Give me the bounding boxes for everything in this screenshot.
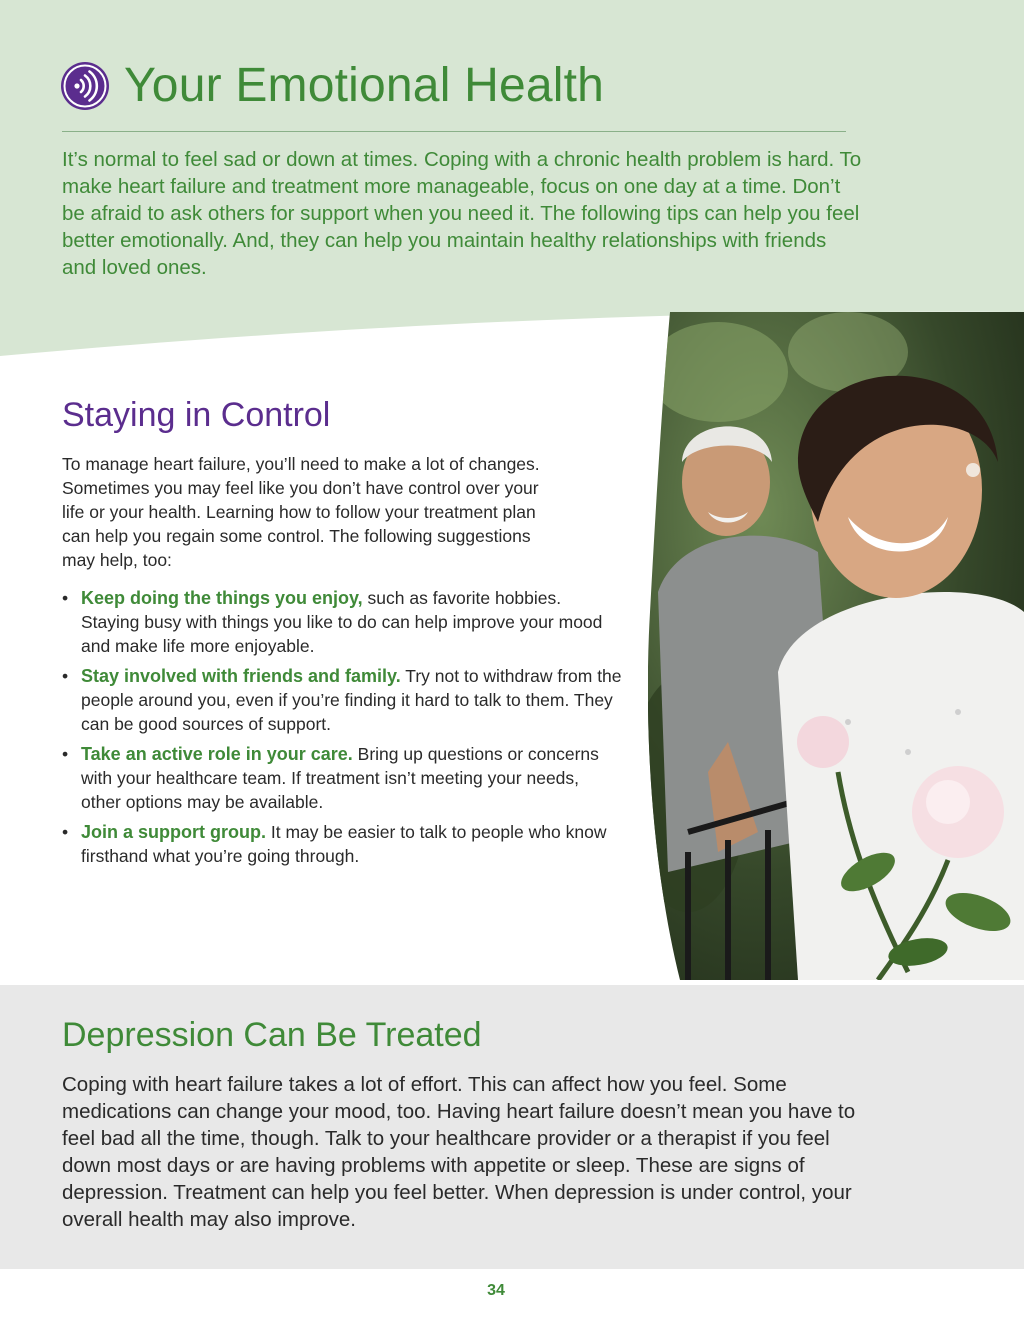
page-number: 34 [487, 1282, 505, 1299]
section-heading-depression: Depression Can Be Treated [62, 1016, 482, 1054]
tips-list [62, 586, 622, 874]
title-row [60, 58, 604, 113]
staying-in-control-intro: To manage heart failure, you’ll need to make a lot of changes. Sometimes you may feel like you don’t have control over your life or your health. Learning how to follow your treatment plan can help you regain some control. The following suggestions may help, too: [62, 454, 540, 570]
list-item [62, 586, 622, 658]
tip-lead: Join a support group. [81, 822, 266, 842]
list-item [62, 664, 622, 736]
title-divider [62, 131, 846, 132]
tip-text: It may be easier to talk to people who know firsthand what you’re going through. [81, 822, 607, 866]
intro-paragraph: It’s normal to feel sad or down at times. Coping with a chronic health problem is hard. To make heart failure and treatment more manageable, focus on one day at a time. Don’t be afraid to ask others for support when you need it. The following tips can help you feel better emotionally. And, they can help you maintain healthy relationships with friends and loved ones. [62, 148, 862, 279]
list-item [62, 742, 622, 814]
section-heading-staying-in-control: Staying in Control [62, 396, 331, 434]
tip-text: Bring up questions or concerns with your healthcare team. If treatment isn’t meeting your needs, other options may be available. [81, 744, 599, 812]
tip-text: such as favorite hobbies. Staying busy with things you like to do can help improve your mood and make life more enjoyable. [81, 588, 603, 656]
bullet-icon: • [62, 666, 69, 686]
depression-paragraph: Coping with heart failure takes a lot of effort. This can affect how you feel. Some medications can change your mood, too. Having heart failure doesn’t mean you have to feel bad all the time, though. Talk to your healthcare provider or a therapist if you feel down most days or are having problems with appetite or sleep. These are signs of depression. Treatment can help you feel better. When depression is under control, your overall health may also improve. [62, 1073, 856, 1231]
tip-lead: Keep doing the things you enjoy, [81, 588, 363, 608]
audio-speaker-icon[interactable] [60, 61, 110, 111]
couple-photo [648, 312, 1024, 980]
tip-lead: Stay involved with friends and family. [81, 666, 401, 686]
tip-lead: Take an active role in your care. [81, 744, 353, 764]
bullet-icon: • [62, 588, 69, 608]
tip-text: Try not to withdraw from the people around you, even if you’re finding it hard to talk to them. They can be good sources of support. [81, 666, 622, 734]
bullet-icon: • [62, 822, 69, 842]
bullet-icon: • [62, 744, 69, 764]
list-item [62, 820, 622, 868]
page-title: Your Emotional Health [124, 59, 605, 112]
